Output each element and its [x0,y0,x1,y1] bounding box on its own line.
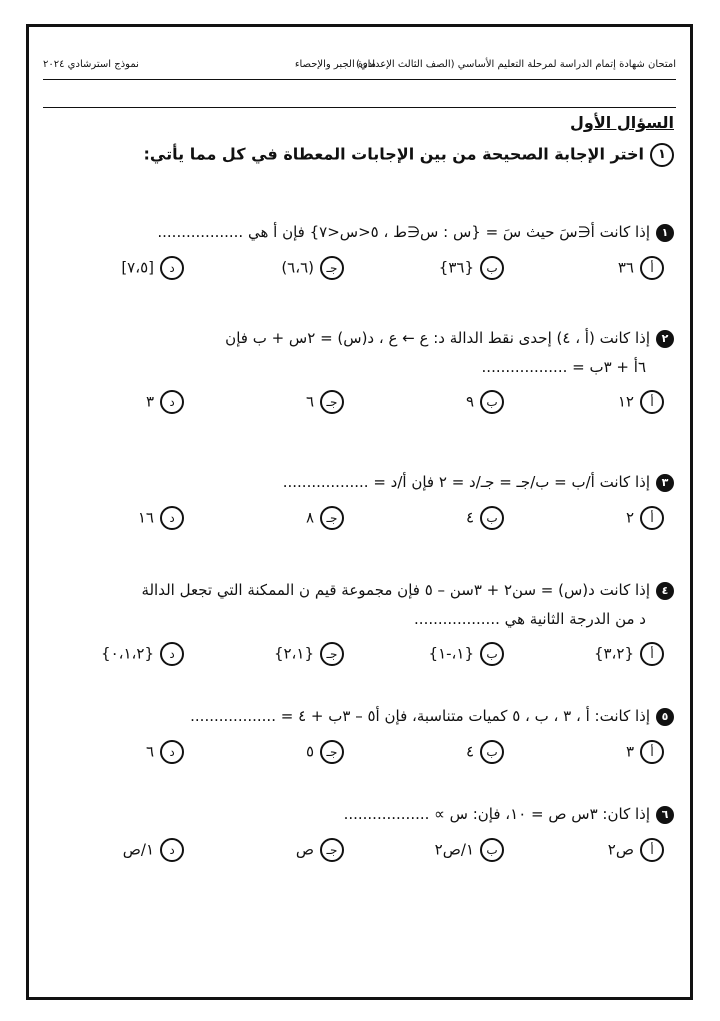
page-header [43,57,676,79]
option-letter: ب [480,642,504,666]
option-value: {١،-١} [428,644,474,662]
question-text: إذا كانت د(س) = سن٢ + ٣سن – ٥ فإن مجموعة قيم ن الممكنة التي تجعل الدالة [141,581,650,599]
section-title: السؤال الأول [570,113,674,132]
answer-option[interactable] [435,838,504,862]
answer-option[interactable] [306,740,344,764]
option-letter: د [160,390,184,414]
option-letter: أ [640,390,664,414]
section-instruction [144,143,674,167]
answer-option[interactable] [121,256,184,280]
option-letter: د [160,838,184,862]
answer-options [49,256,674,286]
question-text-line2: د من الدرجة الثانية هي .................. [414,609,646,628]
exam-page [26,24,693,1000]
option-value: ٤ [465,508,474,526]
option-value: ٣ [625,742,634,760]
option-letter: أ [640,506,664,530]
answer-option[interactable] [626,740,664,764]
option-value: {٣٦} [438,258,474,276]
option-value: [٧،٥] [121,258,154,276]
section-rule [43,107,676,108]
answer-option[interactable] [439,256,504,280]
option-value: ٦ [305,392,314,410]
option-letter: أ [640,838,664,862]
option-value: ٥ [305,742,314,760]
option-letter: ب [480,390,504,414]
option-value: (٦،٦) [281,258,314,276]
option-value: ٢ [625,508,634,526]
answer-options [49,642,674,672]
question-stem [49,581,674,600]
question-number: ١ [656,224,674,242]
option-letter: ب [480,256,504,280]
answer-option[interactable] [296,838,344,862]
option-letter: أ [640,740,664,764]
question-4 [49,581,674,672]
option-value: ٤ [465,742,474,760]
question-number: ٢ [656,330,674,348]
question-stem [49,329,674,348]
option-letter: د [160,740,184,764]
option-value: ٣ [145,392,154,410]
option-letter: جـ [320,506,344,530]
option-letter: جـ [320,256,344,280]
option-value: ص [295,840,314,858]
option-letter: د [160,256,184,280]
option-value: ٩ [465,392,474,410]
option-value: ٨ [305,508,314,526]
question-text: إذا كانت أ∈سَ حيث سَ = {س : س∈ط ، ٥<س<٧} فإن أ هي .................. [157,223,650,241]
instruction-number: ١ [650,143,674,167]
exam-title: امتحان شهادة إتمام الدراسة لمرحلة التعليم الأساسي (الصف الثالث الإعدادي) [356,59,676,70]
option-letter: د [160,642,184,666]
question-number: ٣ [656,474,674,492]
question-text-line2: ٦أ + ٣ب = .................. [481,357,646,376]
option-letter: جـ [320,642,344,666]
option-letter: ب [480,740,504,764]
answer-option[interactable] [626,506,664,530]
answer-options [49,506,674,536]
question-5 [49,707,674,770]
option-letter: ب [480,838,504,862]
question-1 [49,223,674,286]
answer-option[interactable] [281,256,344,280]
option-value: {٣،٢} [593,644,634,662]
answer-option[interactable] [101,642,184,666]
question-number: ٦ [656,806,674,824]
option-letter: أ [640,642,664,666]
answer-option[interactable] [146,390,184,414]
question-stem [49,223,674,242]
instruction-text: اختر الإجابة الصحيحة من بين الإجابات المعطاة في كل مما يأتي: [143,144,644,164]
answer-option[interactable] [274,642,344,666]
option-letter: د [160,506,184,530]
question-text: إذا كانت: أ ، ٣ ، ب ، ٥ كميات متناسبة، فإن أ٥ – ٣ب + ٤ = .................. [190,707,650,725]
answer-option[interactable] [466,390,504,414]
question-text: إذا كان: ٣س ص = ١٠، فإن: س ∝ .................. [343,805,650,823]
answer-options [49,740,674,770]
question-stem [49,707,674,726]
answer-option[interactable] [618,256,664,280]
answer-option[interactable] [123,838,184,862]
option-letter: ب [480,506,504,530]
model-label: نموذج استرشادي ٢٠٢٤ [43,59,139,70]
question-6 [49,805,674,868]
answer-option[interactable] [306,506,344,530]
question-stem [49,473,674,492]
option-value: ٦ [145,742,154,760]
option-value: ١٢ [617,392,634,410]
option-letter: جـ [320,838,344,862]
option-value: ص٢ [607,840,634,858]
answer-option[interactable] [608,838,664,862]
answer-option[interactable] [146,740,184,764]
answer-option[interactable] [429,642,504,666]
question-stem [49,805,674,824]
answer-option[interactable] [594,642,664,666]
answer-option[interactable] [138,506,184,530]
option-value: ١/ص٢ [434,840,474,858]
option-value: {٢،١} [273,644,314,662]
question-number: ٤ [656,582,674,600]
answer-option[interactable] [466,740,504,764]
option-value: ١٦ [137,508,154,526]
question-text: إذا كانت أ/ب = ب/جـ = جـ/د = ٢ فإن أ/د = .................. [282,473,650,491]
answer-option[interactable] [618,390,664,414]
subject-name: مادة الجبر والإحصاء [294,59,376,70]
question-2 [49,329,674,420]
question-number: ٥ [656,708,674,726]
answer-option[interactable] [466,506,504,530]
option-letter: أ [640,256,664,280]
answer-options [49,390,674,420]
question-text: إذا كانت (أ ، ٤) إحدى نقط الدالة د: ع ← ع ، د(س) = ٢س + ب فإن [225,329,650,347]
header-rule [43,79,676,80]
question-3 [49,473,674,536]
option-value: ٣٦ [617,258,634,276]
answer-option[interactable] [306,390,344,414]
option-value: ١/ص [122,840,154,858]
option-value: {٠،١،٢} [101,644,154,662]
answer-options [49,838,674,868]
option-letter: جـ [320,740,344,764]
option-letter: جـ [320,390,344,414]
